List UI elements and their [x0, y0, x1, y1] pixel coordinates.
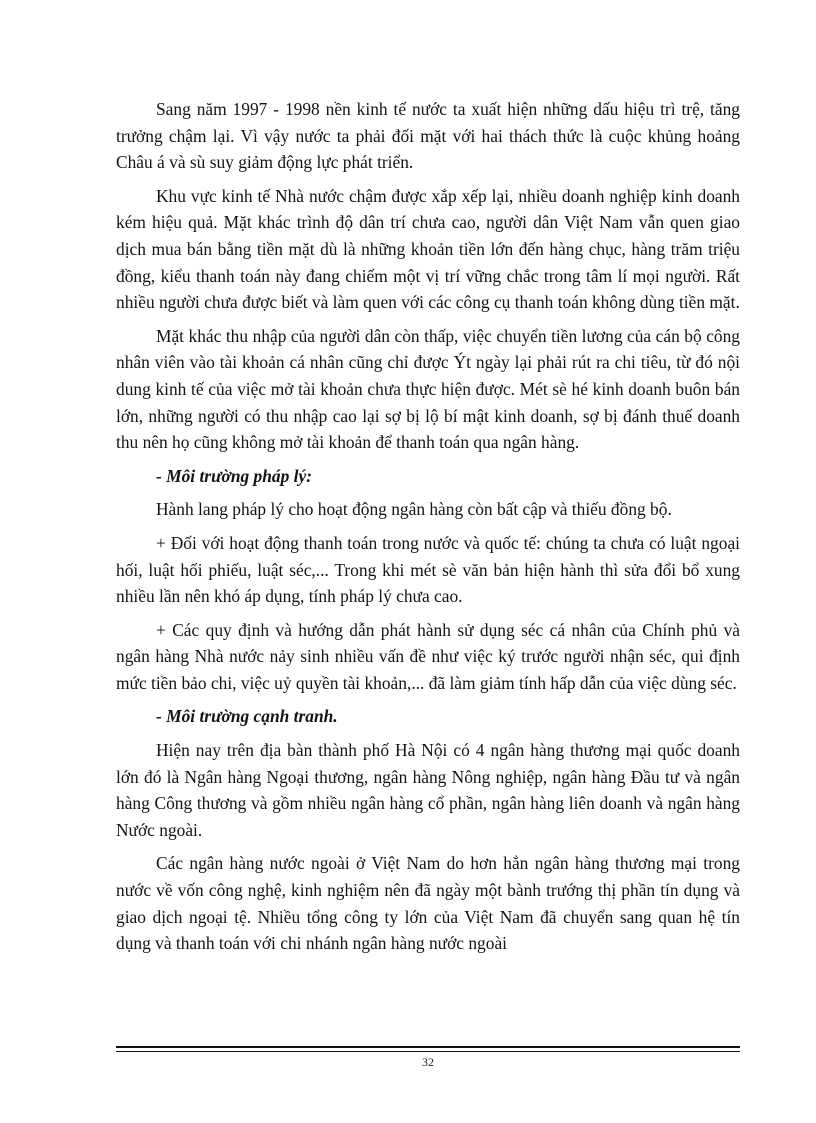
paragraph-state-sector: Khu vực kinh tế Nhà nước chậm được xắp xếp lại, nhiều doanh nghiệp kinh doanh kém hiệu quả. Mặt khác trình độ dân trí chưa cao, người dân Việt Nam vẫn quen giao dịch mua bán bằng tiền mặt dù là những khoản tiền lớn đến hàng chục, hàng trăm triệu đồng, kiểu thanh toán này đang chiếm một vị trí vững chắc trong tâm lí mọi người. Rất nhiều người chưa được biết và làm quen với các công cụ thanh toán không dùng tiền mặt. — [116, 185, 740, 313]
heading-competitive-environment: - Môi trường cạnh tranh. — [156, 706, 338, 727]
paragraph-legal-framework: Hành lang pháp lý cho hoạt động ngân hàng còn bất cập và thiếu đồng bộ. — [156, 499, 672, 520]
footer-divider — [116, 1046, 740, 1052]
page-body — [116, 96, 740, 964]
paragraph-income: Mặt khác thu nhập của người dân còn thấp, việc chuyển tiền lương của cán bộ công nhân viên vào tài khoản cá nhân cũng chỉ được Ýt ngày lại phải rút ra chi tiêu, từ đó nội dung kinh tế của việc mở tài khoản chưa thực hiện được. Mét sè hé kinh doanh buôn bán lớn, những người có thu nhập cao lại sợ bị lộ bí mật kinh doanh, sợ bị đánh thuế doanh thu nên họ cũng không mở tài khoản để thanh toán qua ngân hàng. — [116, 325, 740, 453]
heading-legal-environment: - Môi trường pháp lý: — [156, 465, 312, 486]
paragraph-foreign-banks: Các ngân hàng nước ngoài ở Việt Nam do hơn hẳn ngân hàng thương mại trong nước về vốn công nghệ, kinh nghiệm nên đã ngày một bành trướng thị phần tín dụng và giao dịch ngoại tệ. Nhiều tổng công ty lớn của Việt Nam đã chuyển sang quan hệ tín dụng và thanh toán với chi nhánh ngân hàng nước ngoài — [116, 853, 740, 954]
paragraph-cheque-regulation: + Các quy định và hướng dẫn phát hành sử dụng séc cá nhân của Chính phủ và ngân hàng Nhà nước nảy sinh nhiều vấn đề như việc ký trước người nhận séc, qui định mức tiền bảo chi, việc uỷ quyền tài khoản,... đã làm giảm tính hấp dẫn của việc dùng séc. — [116, 619, 740, 693]
page-number: 32 — [422, 1055, 434, 1069]
paragraph-economic-slowdown: Sang năm 1997 - 1998 nền kinh tế nước ta xuất hiện những dấu hiệu trì trệ, tăng trưởng chậm lại. Vì vậy nước ta phải đối mặt với hai thách thức là cuộc khủng hoảng Châu á và sù suy giảm động lực phát triển. — [116, 99, 740, 173]
paragraph-banks-hanoi: Hiện nay trên địa bàn thành phố Hà Nội có 4 ngân hàng thương mại quốc doanh lớn đó là Ngân hàng Ngoại thương, ngân hàng Nông nghiệp, ngân hàng Đầu tư và ngân hàng Công thương và gồm nhiều ngân hàng cổ phần, ngân hàng liên doanh và ngân hàng Nước ngoài. — [116, 740, 740, 840]
paragraph-payment-law: + Đối với hoạt động thanh toán trong nước và quốc tế: chúng ta chưa có luật ngoại hối, luật hối phiếu, luật séc,... Trong khi mét sè văn bản hiện hành thì sửa đổi bổ xung nhiều lần nên khó áp dụng, tính pháp lý chưa cao. — [116, 532, 740, 607]
